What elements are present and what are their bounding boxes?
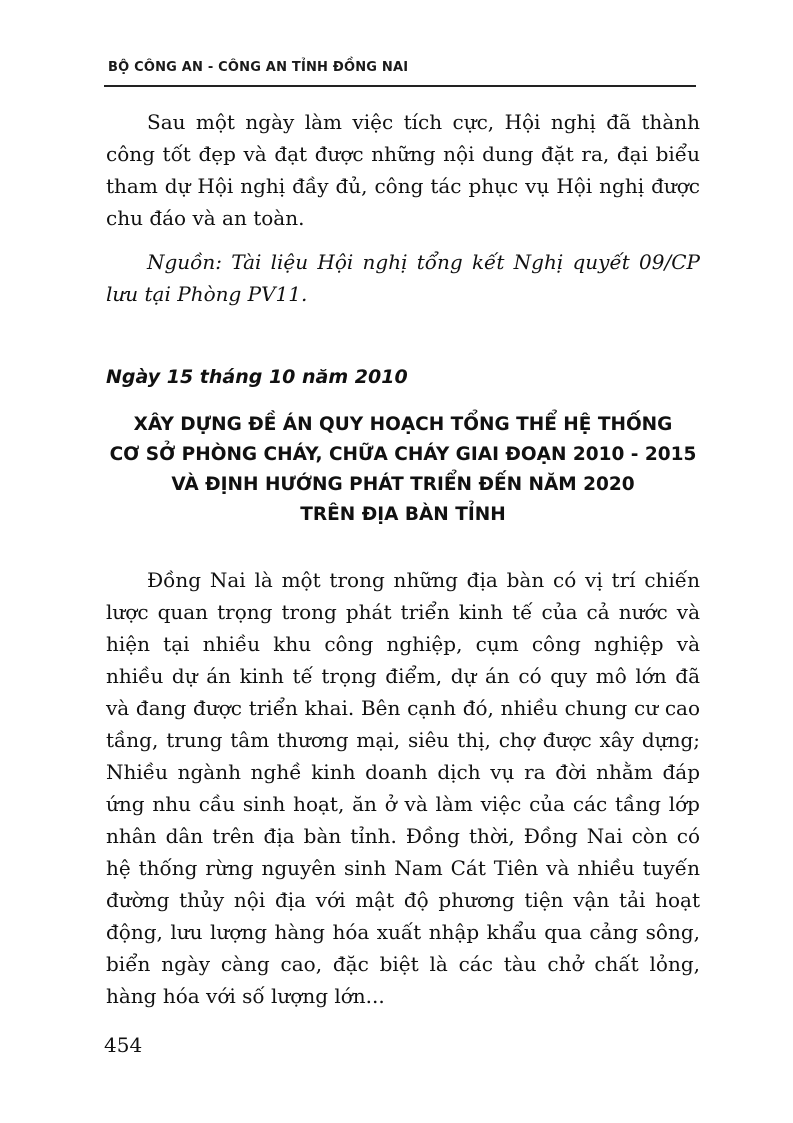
entry-body-paragraph <box>106 564 700 1012</box>
closing-paragraph <box>106 106 700 234</box>
entry-body-paragraph-text: Đồng Nai là một trong những địa bàn có vị trí chiến lược quan trọng trong phát triển kinh tế của cả nước và hiện tại nhiều khu công nghiệp, cụm công nghiệp và nhiều dự án kinh tế trọng điểm, dự án có quy mô lớn đã và đang được triển khai. Bên cạnh đó, nhiều chung cư cao tầng, trung tâm thương mại, siêu thị, chợ được xây dựng; Nhiều ngành nghề kinh doanh dịch vụ ra đời nhằm đáp ứng nhu cầu sinh hoạt, ăn ở và làm việc của các tầng lớp nhân dân trên địa bàn tỉnh. Đồng thời, Đồng Nai còn có hệ thống rừng nguyên sinh Nam Cát Tiên và nhiều tuyến đường thủy nội địa với mật độ phương tiện vận tải hoạt động, lưu lượng hàng hóa xuất nhập khẩu qua cảng sông, biển ngày càng cao, đặc biệt là các tàu chở chất lỏng, hàng hóa với số lượng lớn... <box>106 568 700 1008</box>
entry-title-line: VÀ ĐỊNH HƯỚNG PHÁT TRIỂN ĐẾN NĂM 2020 <box>171 474 635 495</box>
header-divider <box>104 85 696 87</box>
entry-title <box>106 410 700 530</box>
entry-dateline: Ngày 15 tháng 10 năm 2010 <box>106 366 408 388</box>
entry-title-line: TRÊN ĐỊA BÀN TỈNH <box>300 504 506 525</box>
running-header: BỘ CÔNG AN - CÔNG AN TỈNH ĐỒNG NAI <box>108 60 409 75</box>
source-note-text: Nguồn: Tài liệu Hội nghị tổng kết Nghị quyết 09/CP lưu tại Phòng PV11. <box>106 250 700 306</box>
page-number: 454 <box>104 1033 143 1057</box>
closing-paragraph-text: Sau một ngày làm việc tích cực, Hội nghị đã thành công tốt đẹp và đạt được những nội dung đặt ra, đại biểu tham dự Hội nghị đầy đủ, công tác phục vụ Hội nghị được chu đáo và an toàn. <box>106 110 700 230</box>
source-note <box>106 246 700 310</box>
entry-title-line: XÂY DỰNG ĐỀ ÁN QUY HOẠCH TỔNG THỂ HỆ THỐNG <box>133 414 673 435</box>
entry-title-line: CƠ SỞ PHÒNG CHÁY, CHỮA CHÁY GIAI ĐOẠN 2010 - 2015 <box>109 444 697 465</box>
